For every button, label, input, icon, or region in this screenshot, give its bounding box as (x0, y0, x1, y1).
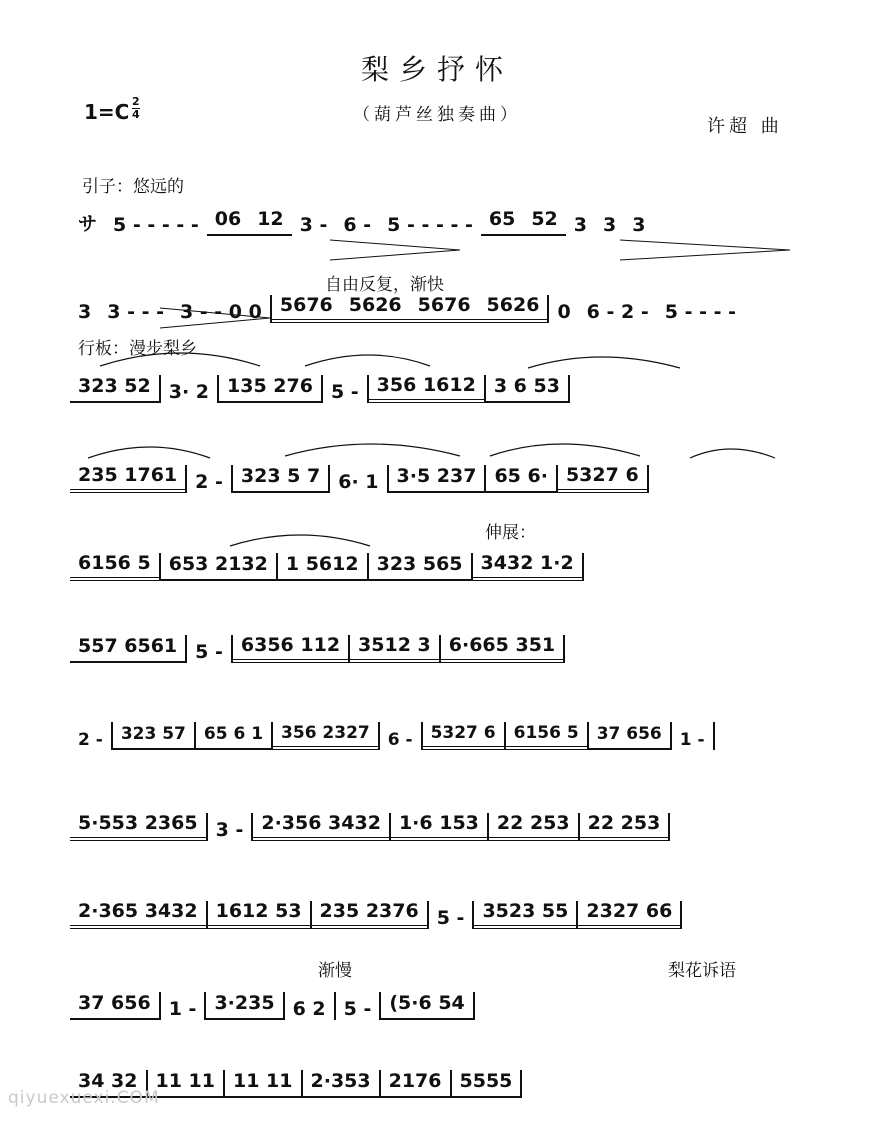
slur (528, 357, 680, 368)
measure: 22 253 (489, 812, 578, 841)
intro-note: 12 (249, 208, 291, 236)
slur (690, 449, 775, 458)
measure: 5 - (330, 381, 359, 403)
measure: 5·553 2365 (70, 812, 206, 841)
intro-note: 52 (523, 208, 565, 236)
direction-xingban: 行板：漫步梨乡 (78, 339, 197, 359)
intro-note: 5676 (410, 294, 479, 323)
measure: 34 32 (70, 1070, 146, 1098)
measure: 356 1612 (369, 374, 484, 403)
measure: 6156 5 (506, 723, 587, 750)
measure: 3 - (215, 819, 244, 841)
measure: 1 5612 (278, 553, 367, 581)
measure: 2·365 3432 (70, 900, 206, 929)
intro-note: 3 - (299, 214, 328, 236)
measure: 5327 6 (423, 723, 504, 750)
measure: 1·6 153 (391, 812, 487, 841)
measure: 235 1761 (70, 464, 185, 493)
intro-note: 0 (557, 301, 571, 323)
measure: 3432 1·2 (473, 552, 582, 581)
direction-pear-whisper: 梨花诉语 (668, 961, 736, 981)
intro-note: 3 (603, 214, 617, 236)
measure: 37 656 (589, 724, 670, 750)
intro-note: 65 (481, 208, 523, 236)
time-signature-bottom: 4 (132, 108, 140, 121)
measure: 2 - (78, 730, 103, 750)
measure: 11 11 (225, 1070, 301, 1098)
measure: 323 52 (70, 375, 159, 403)
direction-free-repeat: 自由反复，渐快 (325, 275, 444, 295)
measure: 323 57 (113, 724, 194, 750)
measure: 6·665 351 (441, 634, 563, 663)
intro-note: 6 - 2 - (586, 301, 649, 323)
measure: 6356 112 (233, 634, 348, 663)
key-signature: 1=C (84, 100, 130, 124)
crescendo-hairpin (330, 240, 460, 260)
measure: 5327 6 (558, 464, 647, 493)
crescendo-hairpin (620, 240, 790, 260)
measure: 5 - (343, 998, 372, 1020)
intro-note: 5 - - - - - (387, 214, 473, 236)
slur (88, 447, 210, 458)
measure: 323 5 7 (233, 465, 328, 493)
measure: 3· 2 (168, 381, 209, 403)
measure: 5555 (452, 1070, 521, 1098)
intro-note: 3 (78, 301, 92, 323)
measure: 5 - (195, 641, 223, 663)
measure: 65 6· (486, 465, 556, 493)
measure: 6 - (387, 730, 413, 750)
composer: 许超 曲 (707, 116, 783, 137)
measure: 6 2 (292, 998, 326, 1020)
measure: 6· 1 (338, 471, 379, 493)
slur (305, 355, 430, 366)
slur (230, 535, 370, 546)
measure: 6156 5 (70, 552, 159, 581)
subtitle: （葫芦丝独奏曲） (353, 105, 521, 125)
measure: 3512 3 (350, 634, 439, 663)
measure: 22 253 (580, 812, 669, 841)
measure: 135 276 (219, 375, 321, 403)
intro-note: 3 - - 0 0 (179, 301, 262, 323)
measure: 3523 55 (474, 900, 576, 929)
measure: 1 - (168, 998, 197, 1020)
page-title: 梨乡抒怀 (360, 53, 513, 86)
time-signature-top: 2 (132, 95, 140, 108)
measure: 1 - (679, 730, 705, 750)
intro-note: 3 - - - (107, 301, 164, 323)
direction-intro: 引子：悠远的 (82, 177, 184, 197)
direction-slowing: 渐慢 (318, 961, 352, 981)
measure: 2·356 3432 (253, 812, 389, 841)
measure: 5 - (436, 907, 465, 929)
measure: 2327 66 (578, 900, 680, 929)
slur (490, 444, 640, 456)
measure: 2 - (195, 471, 223, 493)
measure: 11 11 (148, 1070, 224, 1098)
slur (285, 444, 460, 456)
measure: 2176 (381, 1070, 450, 1098)
intro-note: 5676 (272, 294, 341, 323)
measure: 37 656 (70, 992, 159, 1020)
decrescendo-hairpin (160, 308, 270, 328)
measure: (5·6 54 (381, 992, 472, 1020)
intro-note: 3 (632, 214, 646, 236)
measure: 356 2327 (273, 723, 378, 750)
measure: 3·5 237 (389, 465, 485, 493)
intro-note: 5626 (479, 294, 548, 323)
measure: 2·353 (303, 1070, 379, 1098)
intro-note: 5626 (341, 294, 410, 323)
measure: 3 6 53 (486, 375, 568, 403)
measure: 65 6 1 (196, 724, 271, 750)
measure: 1612 53 (208, 900, 310, 929)
measure: 557 6561 (70, 635, 185, 663)
intro-note: 5 - - - - - (113, 214, 199, 236)
intro-symbol: サ (78, 213, 98, 235)
intro-note: 5 - - - - (664, 301, 736, 323)
slur (100, 353, 260, 366)
measure: 3·235 (206, 992, 282, 1020)
measure: 323 565 (369, 553, 471, 581)
measure: 235 2376 (312, 900, 427, 929)
intro-note: 06 (207, 208, 249, 236)
intro-note: 3 (573, 214, 587, 236)
watermark: qiyuexuexi.COM (8, 1088, 160, 1108)
intro-note: 6 - (343, 214, 372, 236)
measure: 653 2132 (161, 553, 276, 581)
direction-stretch: 伸展： (485, 523, 536, 543)
